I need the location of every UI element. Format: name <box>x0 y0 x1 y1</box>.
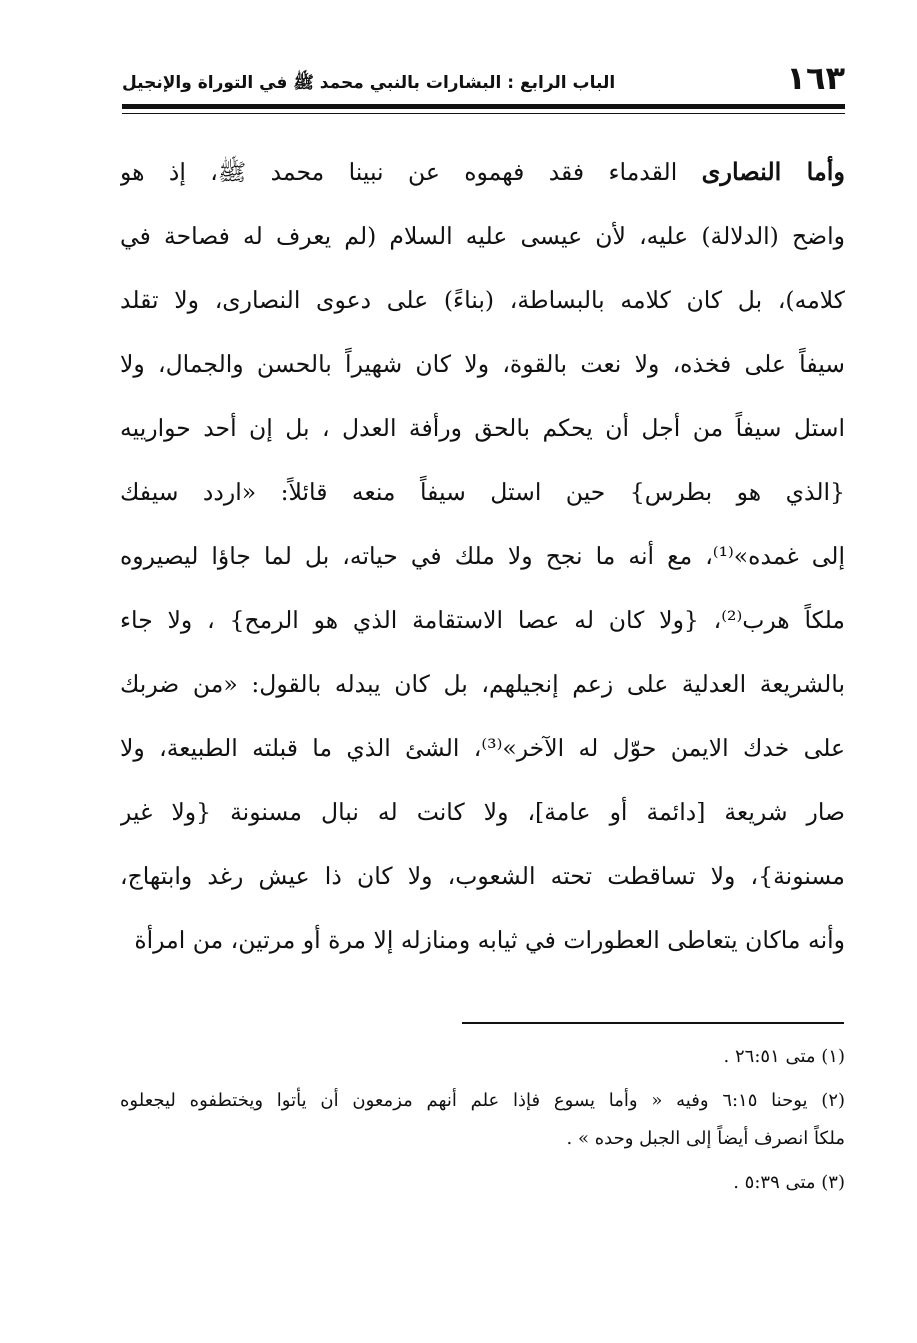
header-rule-thick <box>122 104 845 109</box>
page-number: ١٦٣ <box>786 59 845 97</box>
body-line-5: استل سيفاً من أجل أن يحكم بالحق ورأفة العدل ، بل إن أحد حوارييه <box>120 414 845 442</box>
body-text <box>120 140 845 972</box>
running-title: الباب الرابع : البشارات بالنبي محمد ﷺ في التوراة والإنجيل <box>122 73 616 93</box>
footnotes <box>120 1038 845 1202</box>
body-line-13: وأنه ماكان يتعاطى العطورات في ثيابه ومنازله إلا مرة أو مرتين، من امرأة <box>134 926 845 954</box>
body-line-3: كلامه)، بل كان كلامه بالبساطة، (بناءً) على دعوى النصارى، ولا تقلد <box>120 286 845 314</box>
page-header <box>122 58 845 98</box>
body-line-2: واضح (الدلالة) عليه، لأن عيسى عليه السلام (لم يعرف له فصاحة في <box>120 222 845 250</box>
body-line-11: صار شريعة [دائمة أو عامة]، ولا كانت له نبال مسنونة {ولا غير <box>120 798 845 826</box>
body-line-10: على خدك الايمن حوّل له الآخر»⁽³⁾، الشئ الذي ما قبلته الطبيعة، ولا <box>120 734 845 762</box>
body-line-1-text: القدماء فقد فهموه عن نبينا محمد ﷺ، إذ هو <box>120 158 678 186</box>
body-line-7: إلى غمده»⁽¹⁾، مع أنه ما نجح ولا ملك في حياته، بل لما جاؤا ليصيروه <box>120 542 845 570</box>
body-line-9: بالشريعة العدلية على زعم إنجيلهم، بل كان يبدله بالقول: «من ضربك <box>120 670 845 698</box>
footnote-2-line-2: ملكاً انصرف أيضاً إلى الجبل وحده » . <box>566 1128 845 1149</box>
footnote-separator <box>462 1022 844 1024</box>
lead-phrase: وأما النصارى <box>701 157 845 186</box>
body-line-6: {الذي هو بطرس} حين استل سيفاً منعه قائلاً: «اردد سيفك <box>120 478 845 506</box>
body-line-4: سيفاً على فخذه، ولا نعت بالقوة، ولا كان شهيراً بالحسن والجمال، ولا <box>120 350 845 378</box>
footnote-2-line-1: (٢) يوحنا ٦:١٥ وفيه « وأما يسوع فإذا علم أنهم مزمعون أن يأتوا ويختطفوه ليجعلوه <box>120 1090 845 1111</box>
body-line-8: ملكاً هرب⁽²⁾، {ولا كان له عصا الاستقامة الذي هو الرمح} ، ولا جاء <box>120 606 845 634</box>
footnote-1: (١) متى ٢٦:٥١ . <box>723 1046 845 1067</box>
body-line-12: مسنونة}، ولا تساقطت تحته الشعوب، ولا كان ذا عيش رغد وابتهاج، <box>120 862 845 890</box>
header-rule-thin <box>122 113 845 114</box>
footnote-3: (٣) متى ٥:٣٩ . <box>733 1172 845 1193</box>
body-line-1 <box>120 140 845 204</box>
